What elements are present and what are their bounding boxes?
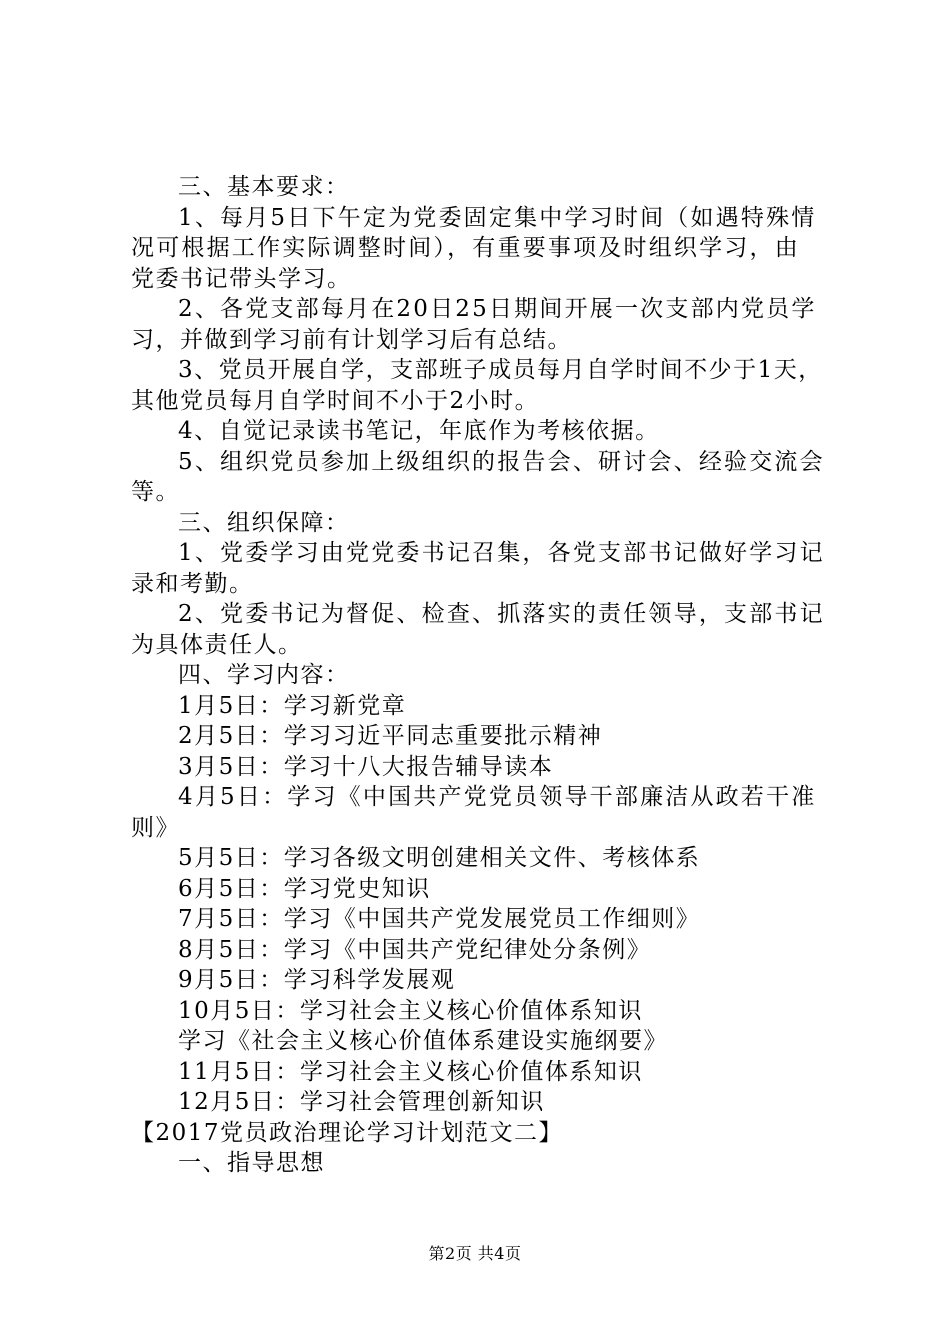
sample-heading: 【2017党员政治理论学习计划范文二】	[131, 1119, 564, 1146]
schedule-item: 2月5日：学习习近平同志重要批示精神	[178, 723, 603, 749]
paragraph-line: 3、党员开展自学，支部班子成员每月自学时间不少于1天，	[178, 357, 823, 383]
paragraph-line: 5、组织党员参加上级组织的报告会、研讨会、经验交流会	[178, 448, 825, 475]
schedule-item: 11月5日：学习社会主义核心价值体系知识	[178, 1058, 643, 1085]
paragraph-line: 2、各党支部每月在20日25日期间开展一次支部内党员学	[178, 296, 817, 322]
paragraph-line: 4、自觉记录读书笔记，年底作为考核依据。	[178, 418, 660, 444]
paragraph-line: 党委书记带头学习。	[131, 265, 352, 292]
paragraph-line: 为具体责任人。	[131, 631, 303, 658]
schedule-item: 1月5日：学习新党章	[178, 692, 407, 719]
paragraph-line: 1、党委学习由党党委书记召集，各党支部书记做好学习记	[178, 540, 825, 566]
schedule-item: 6月5日：学习党史知识	[178, 875, 431, 902]
paragraph-line: 等。	[131, 479, 180, 505]
schedule-item: 5月5日：学习各级文明创建相关文件、考核体系	[178, 845, 701, 871]
paragraph-line: 录和考勤。	[131, 570, 254, 597]
schedule-item: 4月5日：学习《中国共产党党员领导干部廉洁从政若干准	[178, 784, 817, 810]
section-heading-guarantee: 三、组织保障：	[178, 509, 350, 536]
schedule-item: 7月5日：学习《中国共产党发展党员工作细则》	[178, 906, 701, 932]
schedule-item: 9月5日：学习科学发展观	[178, 967, 456, 993]
section-heading-requirements: 三、基本要求：	[178, 174, 350, 200]
paragraph-line: 其他党员每月自学时间不小于2小时。	[131, 387, 540, 414]
section-heading-guiding-ideology: 一、指导思想	[178, 1150, 325, 1176]
page-number-footer: 第2页 共4页	[428, 1244, 522, 1263]
document-body	[131, 172, 831, 1179]
paragraph-line: 况可根据工作实际调整时间），有重要事项及时组织学习，由	[131, 235, 800, 261]
schedule-item: 12月5日：学习社会管理创新知识	[178, 1089, 545, 1115]
paragraph-line: 习，并做到学习前有计划学习后有总结。	[131, 326, 572, 353]
section-heading-content: 四、学习内容：	[178, 662, 350, 688]
schedule-item: 8月5日：学习《中国共产党纪律处分条例》	[178, 936, 652, 963]
paragraph-line: 2、党委书记为督促、检查、抓落实的责任领导，支部书记	[178, 601, 825, 627]
schedule-item: 3月5日：学习十八大报告辅导读本	[178, 753, 554, 780]
schedule-item: 学习《社会主义核心价值体系建设实施纲要》	[178, 1028, 668, 1054]
paragraph-line: 1、每月5日下午定为党委固定集中学习时间（如遇特殊情	[178, 204, 817, 231]
schedule-item: 10月5日：学习社会主义核心价值体系知识	[178, 997, 643, 1024]
schedule-item-continuation: 则》	[131, 814, 180, 841]
